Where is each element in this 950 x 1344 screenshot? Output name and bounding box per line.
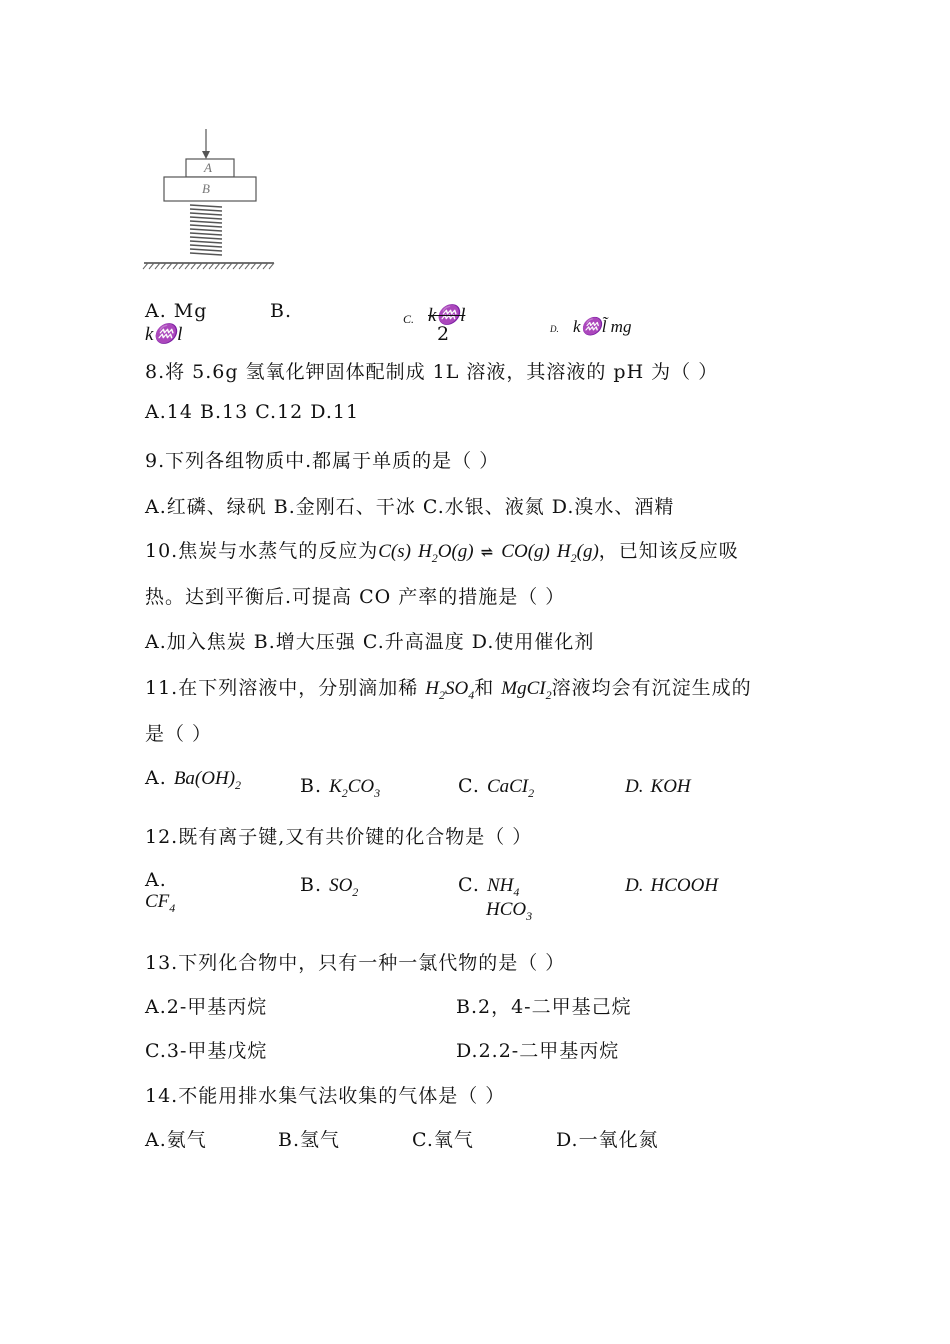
q11-stem-pre: 11.在下列溶液中，分别滴加稀 xyxy=(145,677,419,699)
q13-option-d: D.2.2-二甲基丙烷 xyxy=(456,1040,620,1062)
q7-option-d-expr: k♒l̃ mg xyxy=(573,317,632,336)
q11-option-c-value: CaCI xyxy=(486,776,529,797)
q9-stem: 9.下列各组物质中.都属于单质的是（ ） xyxy=(145,450,500,472)
q10-stem-post: ，已知该反应吸 xyxy=(598,540,739,562)
q12-option-c-nh: NH xyxy=(486,875,514,896)
q11-option-b-k: K xyxy=(329,776,342,797)
q7-option-a-expr: k♒l xyxy=(145,324,183,345)
q7-option-c-label: C. xyxy=(403,312,415,326)
q12-option-c xyxy=(458,874,519,900)
q11-option-b-co-sub: 3 xyxy=(374,785,381,800)
q14-option-d: D.一氧化氮 xyxy=(556,1129,659,1151)
q10-eq-c: C(s) xyxy=(378,541,411,562)
q11-option-b-co: CO xyxy=(347,776,375,797)
q14-option-c: C.氧气 xyxy=(412,1129,474,1151)
q10-eq-h2-sub: 2 xyxy=(570,550,577,565)
q12-option-d xyxy=(625,874,718,897)
spring-block-figure xyxy=(140,125,280,275)
q11-option-a-value: Ba(OH) xyxy=(173,768,236,789)
q13-stem: 13.下列化合物中，只有一种一氯代物的是（ ） xyxy=(145,952,566,974)
q12-option-b-value: SO xyxy=(329,875,353,896)
q11-so: SO xyxy=(445,678,469,699)
q11-stem xyxy=(145,673,752,703)
q12-option-c-hco: HCO xyxy=(486,899,527,920)
q14-stem: 14.不能用排水集气法收集的气体是（ ） xyxy=(145,1085,506,1107)
q12-option-c-label: C. xyxy=(458,874,480,896)
q10-options: A.加入焦炭 B.增大压强 C.升高温度 D.使用催化剂 xyxy=(145,631,595,653)
q11-h-sub: 2 xyxy=(439,687,445,702)
q12-option-a-sub: 4 xyxy=(169,900,176,915)
q10-eq-o: O(g) xyxy=(437,541,474,562)
q12-option-b-sub: 2 xyxy=(352,884,359,899)
q11-mgcl: MgCI xyxy=(501,678,546,699)
q11-option-d-label: D. xyxy=(625,776,644,797)
q13-option-b: B.2，4-二甲基己烷 xyxy=(456,996,632,1018)
q12-option-b-label: B. xyxy=(300,874,323,896)
q10-stem-pre: 10.焦炭与水蒸气的反应为 xyxy=(145,540,379,562)
q10-eq-h2o-sub: 2 xyxy=(431,550,438,565)
q11-option-d xyxy=(625,775,691,798)
q11-option-c-sub: 2 xyxy=(528,785,535,800)
q13-option-a: A.2-甲基丙烷 xyxy=(145,996,268,1018)
q10-eq-h2: H xyxy=(556,541,571,562)
q12-option-d-value: HCOOH xyxy=(650,875,719,896)
q14-option-b: B.氢气 xyxy=(278,1129,341,1151)
q11-stem-post: 溶液均会有沉淀生成的 xyxy=(551,677,752,699)
q7-option-b: B. xyxy=(270,300,293,322)
q12-option-c-hco-sub: 3 xyxy=(526,908,533,923)
q10-stem-line2: 热。达到平衡后.可提高 CO 产率的措施是（ ） xyxy=(145,586,566,608)
q7-option-d-label: D. xyxy=(550,324,559,334)
q12-option-a-value xyxy=(145,891,175,916)
q11-option-a xyxy=(145,767,241,793)
q11-option-b xyxy=(300,775,380,801)
q13-option-c: C.3-甲基戊烷 xyxy=(145,1040,268,1062)
q11-h: H xyxy=(425,678,439,699)
q11-option-d-value: KOH xyxy=(650,776,691,797)
q14-option-a: A.氨气 xyxy=(145,1129,207,1151)
q8-options: A.14 B.13 C.12 D.11 xyxy=(145,401,360,423)
q12-option-d-label: D. xyxy=(625,875,644,896)
q10-eq-g: (g) xyxy=(576,541,599,562)
q12-option-c-line2 xyxy=(486,899,532,924)
q10-stem xyxy=(145,536,739,566)
q11-so-sub: 4 xyxy=(468,687,475,702)
q10-eq-arrow: ⇌ xyxy=(480,543,495,561)
q11-option-c-label: C. xyxy=(458,775,480,797)
q11-option-c xyxy=(458,775,534,801)
q9-options: A.红磷、绿矾 B.金刚石、干冰 C.水银、液氮 D.溴水、酒精 xyxy=(145,496,675,518)
q11-and: 和 xyxy=(474,677,495,699)
block-b-label: B xyxy=(202,181,210,196)
q7-option-c-numerator: k♒l xyxy=(428,305,466,326)
q7-option-c-denominator: 2 xyxy=(437,323,451,345)
q12-stem: 12.既有离子键,又有共价键的化合物是（ ） xyxy=(145,826,533,848)
q11-mgcl-sub: 2 xyxy=(545,687,552,702)
q12-option-b xyxy=(300,874,358,900)
block-a-label: A xyxy=(204,160,212,175)
q12-option-c-nh-sub: 4 xyxy=(513,884,520,899)
q11-option-a-sub: 2 xyxy=(235,777,242,792)
q11-option-b-k-sub: 2 xyxy=(341,785,348,800)
q8-stem: 8.将 5.6g 氢氧化钾固体配制成 1L 溶液，其溶液的 pH 为（ ） xyxy=(145,361,719,383)
q10-eq-co: CO(g) xyxy=(501,541,550,562)
q12-option-a-label: A. xyxy=(145,869,167,891)
q10-eq-h: H xyxy=(418,541,432,562)
q11-option-a-label: A. xyxy=(145,767,167,789)
q11-option-b-label: B. xyxy=(300,775,323,797)
q11-stem-line2: 是（ ） xyxy=(145,723,213,745)
q7-option-a: A. Mg xyxy=(145,300,208,322)
q12-option-a-formula: CF xyxy=(145,891,170,912)
